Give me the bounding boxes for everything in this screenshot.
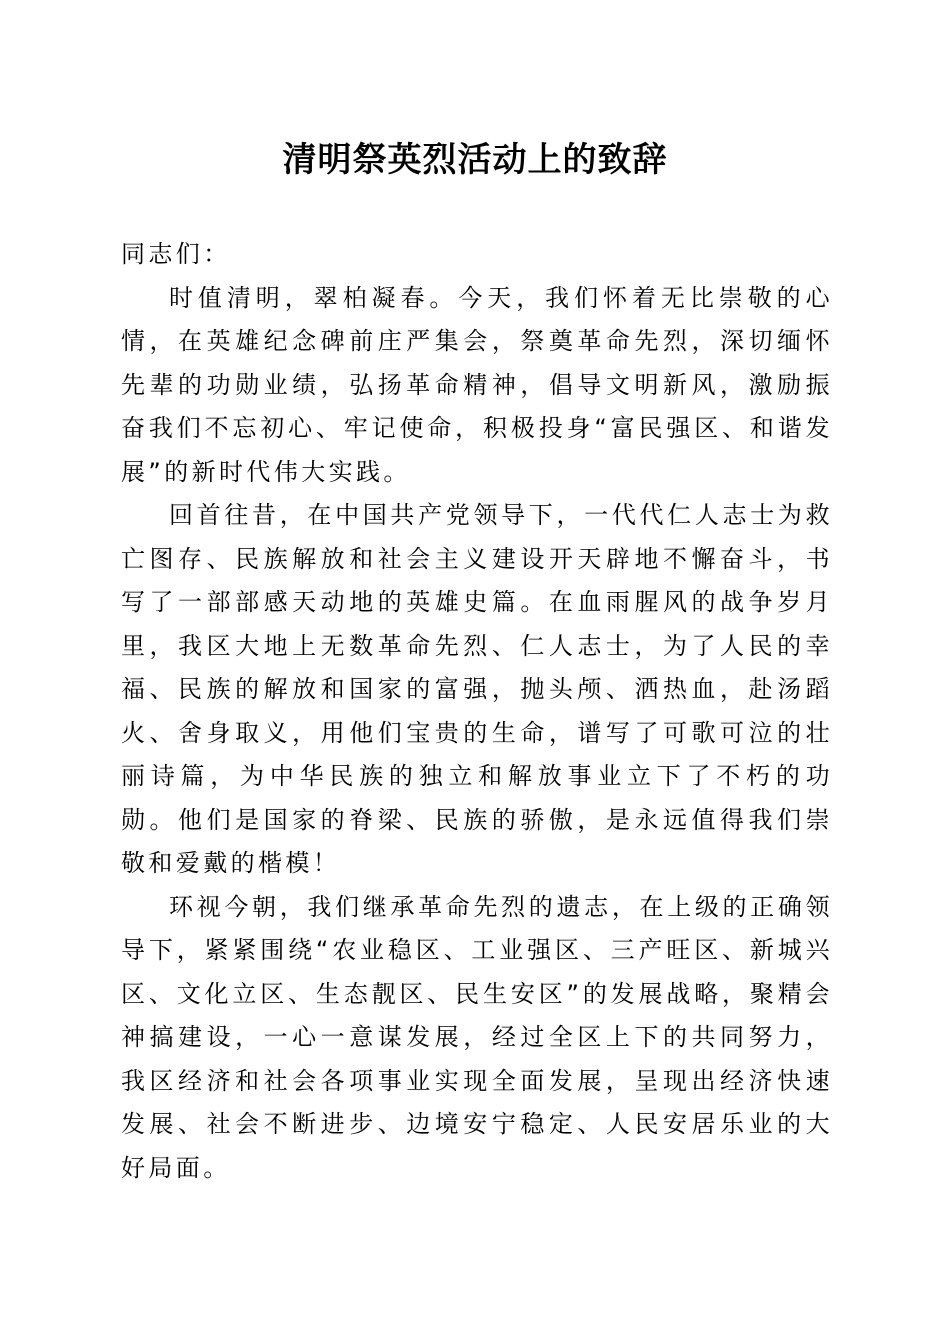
- paragraph-1: 时值清明，翠柏凝春。今天，我们怀着无比崇敬的心情，在英雄纪念碑前庄严集会，祭奠革命先烈，深切缅怀先辈的功勋业绩，弘扬革命精神，倡导文明新风，激励振奋我们不忘初心、牢记使命，积极投身“富民强区、和谐发展”的新时代伟大实践。: [121, 283, 833, 486]
- document-title: 清明祭英烈活动上的致辞: [282, 140, 668, 180]
- paragraph-3: 环视今朝，我们继承革命先烈的遗志，在上级的正确领导下，紧紧围绕“农业稳区、工业强区、三产旺区、新城兴区、文化立区、生态靓区、民生安区”的发展战略，聚精会神搞建设，一心一意谋发展，经过全区上下的共同努力，我区经济和社会各项事业实现全面发展，呈现出经济快速发展、社会不断进步、边境安宁稳定、人民安居乐业的大好局面。: [121, 892, 833, 1182]
- document-body: [121, 233, 833, 1190]
- salutation: 同志们：: [121, 240, 231, 268]
- paragraph-2: 回首往昔，在中国共产党领导下，一代代仁人志士为救亡图存、民族解放和社会主义建设开天辟地不懈奋斗，书写了一部部感天动地的英雄史篇。在血雨腥风的战争岁月里，我区大地上无数革命先烈、仁人志士，为了人民的幸福、民族的解放和国家的富强，抛头颅、洒热血，赴汤蹈火、舍身取义，用他们宝贵的生命，谱写了可歌可泣的壮丽诗篇，为中华民族的独立和解放事业立下了不朽的功勋。他们是国家的脊梁、民族的骄傲，是永远值得我们崇敬和爱戴的楷模！: [121, 501, 833, 877]
